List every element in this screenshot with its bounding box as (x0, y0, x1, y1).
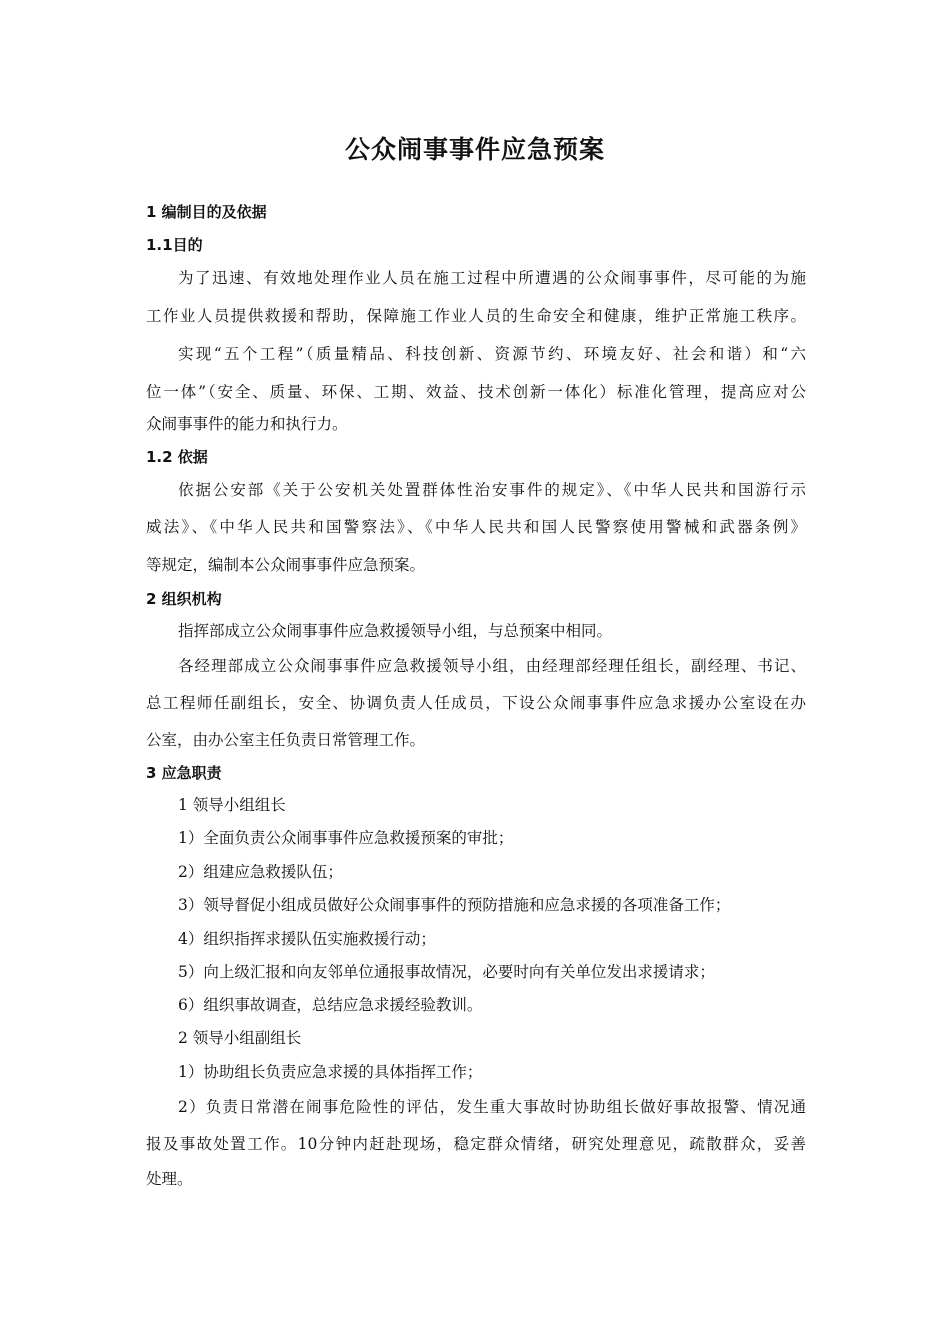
section-heading-1: 1 编制目的及依据 (146, 203, 267, 221)
paragraph-line: 工作业人员提供救援和帮助，保障施工作业人员的生命安全和健康，维护正常施工秩序。 (146, 307, 806, 325)
paragraph-line: 各经理部成立公众闹事事件应急救援领导小组，由经理部经理任组长，副经理、书记、 (178, 657, 806, 675)
list-item: 1）协助组长负责应急求援的具体指挥工作； (178, 1063, 483, 1081)
paragraph-line: 处理。 (146, 1170, 193, 1188)
document-title: 公众闹事事件应急预案 (344, 135, 605, 164)
paragraph-line: 公室，由办公室主任负责日常管理工作。 (146, 731, 426, 749)
paragraph-line: 总工程师任副组长，安全、协调负责人任成员，下设公众闹事事件应急求援办公室设在办 (146, 694, 806, 712)
list-heading: 2 领导小组副组长 (178, 1029, 302, 1047)
subsection-heading-1-1: 1.1目的 (146, 236, 203, 254)
paragraph-line: 为了迅速、有效地处理作业人员在施工过程中所遭遇的公众闹事事件，尽可能的为施 (178, 269, 806, 287)
paragraph-line: 依据公安部《关于公安机关处置群体性治安事件的规定》、《中华人民共和国游行示 (178, 481, 806, 499)
section-heading-2: 2 组织机构 (146, 590, 222, 608)
section-heading-3: 3 应急职责 (146, 764, 222, 782)
list-item: 6）组织事故调查，总结应急求援经验教训。 (178, 996, 483, 1014)
subsection-heading-1-2: 1.2 依据 (146, 448, 208, 466)
paragraph-line: 位一体”（安全、质量、环保、工期、效益、技术创新一体化）标准化管理，提高应对公 (146, 383, 806, 401)
paragraph-line: 等规定，编制本公众闹事事件应急预案。 (146, 556, 426, 574)
list-item: 3）领导督促小组成员做好公众闹事事件的预防措施和应急求援的各项准备工作； (178, 896, 731, 914)
paragraph-line: 众闹事事件的能力和执行力。 (146, 415, 348, 433)
list-item: 5）向上级汇报和向友邻单位通报事故情况，必要时向有关单位发出求援请求； (178, 963, 715, 981)
list-item: 1）全面负责公众闹事事件应急救援预案的审批； (178, 829, 514, 847)
paragraph-line: 报及事故处置工作。10分钟内赶赴现场，稳定群众情绪，研究处理意见，疏散群众，妥善 (146, 1135, 806, 1153)
paragraph-line: 实现“五个工程”（质量精品、科技创新、资源节约、环境友好、社会和谐）和“六 (178, 345, 806, 363)
list-item: 2）负责日常潜在闹事危险性的评估，发生重大事故时协助组长做好事故报警、情况通 (178, 1098, 806, 1116)
paragraph-line: 指挥部成立公众闹事事件应急救援领导小组，与总预案中相同。 (178, 622, 613, 640)
list-item: 4）组织指挥求援队伍实施救援行动； (178, 930, 436, 948)
paragraph-line: 威法》、《中华人民共和国警察法》、《中华人民共和国人民警察使用警械和武器条例》 (146, 518, 806, 536)
list-heading: 1 领导小组组长 (178, 796, 286, 814)
list-item: 2）组建应急救援队伍； (178, 863, 343, 881)
